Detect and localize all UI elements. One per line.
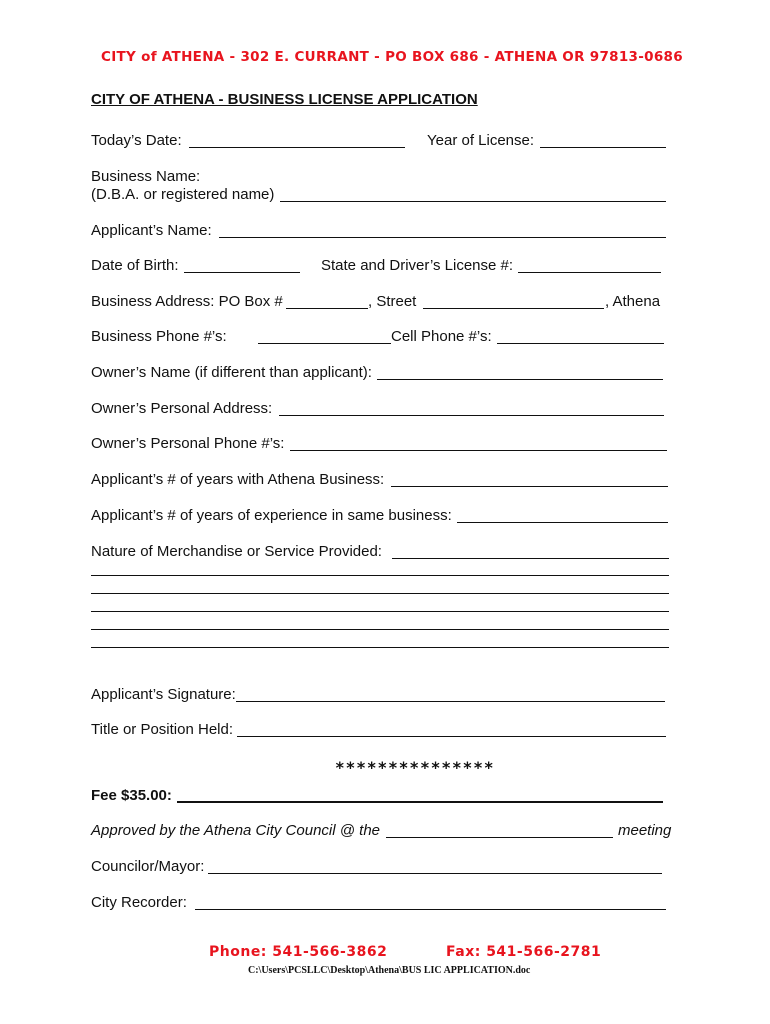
- phone-number: Phone: 541-566-3862: [209, 944, 388, 960]
- merchandise-line[interactable]: [91, 629, 669, 630]
- po-box-field[interactable]: [286, 308, 368, 309]
- separator-stars: ***************: [335, 758, 495, 777]
- applicant-name-label: Applicant’s Name:: [91, 222, 212, 239]
- merchandise-line[interactable]: [91, 593, 669, 594]
- owners-address-label: Owner’s Personal Address:: [91, 400, 273, 417]
- merchandise-line[interactable]: [91, 611, 669, 612]
- cell-phone-label: Cell Phone #’s:: [391, 328, 492, 345]
- approved-by-label: Approved by the Athena City Council @ the: [91, 822, 380, 839]
- councilor-mayor-label: Councilor/Mayor:: [91, 858, 205, 875]
- business-name-label: Business Name:: [91, 168, 201, 185]
- applicant-name-field[interactable]: [219, 237, 666, 238]
- drivers-license-label: State and Driver’s License #:: [321, 257, 514, 274]
- years-experience-field[interactable]: [457, 522, 668, 523]
- form-title: CITY OF ATHENA - BUSINESS LICENSE APPLICATION: [91, 91, 478, 108]
- meeting-date-field[interactable]: [386, 837, 613, 838]
- title-position-label: Title or Position Held:: [91, 721, 234, 738]
- merchandise-line[interactable]: [91, 575, 669, 576]
- fax-number: Fax: 541-566-2781: [446, 944, 602, 960]
- date-of-birth-field[interactable]: [184, 272, 300, 273]
- year-of-license-field[interactable]: [540, 147, 666, 148]
- applicant-signature-label: Applicant’s Signature:: [91, 686, 236, 703]
- todays-date-field[interactable]: [189, 147, 405, 148]
- file-path: C:\Users\PCSLLC\Desktop\Athena\BUS LIC APPLICATION.doc: [248, 965, 531, 976]
- street-label: , Street: [368, 293, 417, 310]
- year-of-license-label: Year of License:: [427, 132, 535, 149]
- fee-field[interactable]: [177, 801, 663, 803]
- fee-label: Fee $35.00:: [91, 787, 172, 804]
- todays-date-label: Today’s Date:: [91, 132, 182, 149]
- letterhead: CITY of ATHENA - 302 E. CURRANT - PO BOX 686 - ATHENA OR 97813-0686: [101, 49, 683, 65]
- street-field[interactable]: [423, 308, 604, 309]
- owners-address-field[interactable]: [279, 415, 664, 416]
- business-phone-label: Business Phone #’s:: [91, 328, 227, 345]
- owners-name-label: Owner’s Name (if different than applicant):: [91, 364, 372, 381]
- city-recorder-field[interactable]: [195, 909, 666, 910]
- years-with-athena-field[interactable]: [391, 486, 668, 487]
- city-recorder-label: City Recorder:: [91, 894, 187, 911]
- owners-phone-label: Owner’s Personal Phone #’s:: [91, 435, 285, 452]
- owners-name-field[interactable]: [377, 379, 663, 380]
- meeting-label: meeting: [618, 822, 672, 839]
- years-experience-label: Applicant’s # of years of experience in same business:: [91, 507, 452, 524]
- business-phone-field[interactable]: [258, 343, 391, 344]
- athena-label: , Athena: [605, 293, 661, 310]
- drivers-license-field[interactable]: [518, 272, 661, 273]
- councilor-mayor-field[interactable]: [208, 873, 662, 874]
- owners-phone-field[interactable]: [290, 450, 667, 451]
- years-with-athena-label: Applicant’s # of years with Athena Business:: [91, 471, 385, 488]
- cell-phone-field[interactable]: [497, 343, 664, 344]
- nature-of-merchandise-label: Nature of Merchandise or Service Provided:: [91, 543, 382, 560]
- applicant-signature-field[interactable]: [236, 701, 665, 702]
- merchandise-line[interactable]: [91, 647, 669, 648]
- business-address-label: Business Address: PO Box #: [91, 293, 283, 310]
- dba-label: (D.B.A. or registered name): [91, 186, 275, 203]
- date-of-birth-label: Date of Birth:: [91, 257, 179, 274]
- business-name-field[interactable]: [280, 201, 666, 202]
- nature-of-merchandise-field[interactable]: [392, 558, 669, 559]
- title-position-field[interactable]: [237, 736, 666, 737]
